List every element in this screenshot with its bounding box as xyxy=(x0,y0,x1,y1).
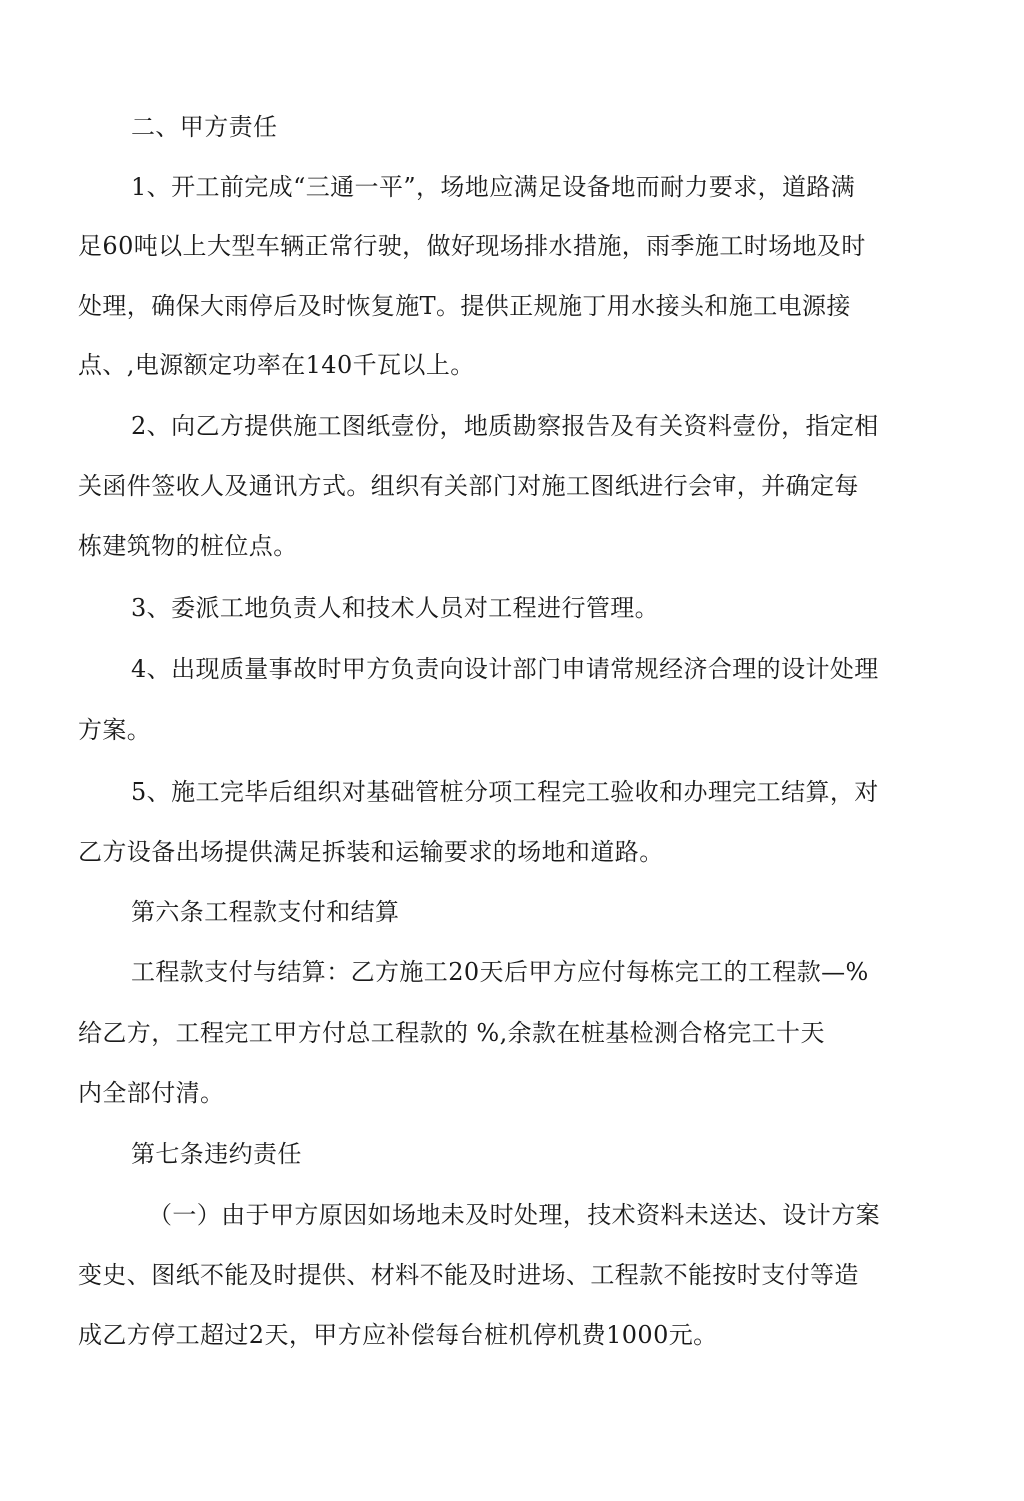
paragraph-line: 变史、图纸不能及时提供、材料不能及时进场、工程款不能按时支付等造 xyxy=(78,1261,859,1289)
paragraph-line: 成乙方停工超过2天，甲方应补偿每台桩机停机费1000元。 xyxy=(78,1321,718,1349)
paragraph-line: 给乙方，工程完工甲方付总工程款的 %,余款在桩基检测合格完工十天 xyxy=(78,1019,825,1047)
section-heading-article-6: 第六条工程款支付和结算 xyxy=(131,898,400,926)
paragraph-line: 足60吨以上大型车辆正常行驶，做好现场排水措施，雨季施工时场地及时 xyxy=(78,232,866,260)
paragraph-line: 栋建筑物的桩位点。 xyxy=(78,532,298,560)
paragraph-line: 3、委派工地负责人和技术人员对工程进行管理。 xyxy=(131,594,660,622)
paragraph-line: 关函件签收人及通讯方式。组织有关部门对施工图纸进行会审，并确定每 xyxy=(78,472,859,500)
paragraph-line: 方案。 xyxy=(78,716,152,744)
paragraph-line: 4、出现质量事故时甲方负责向设计部门申请常规经济合理的设计处理 xyxy=(131,655,879,683)
paragraph-line: 工程款支付与结算：乙方施工20天后甲方应付每栋完工的工程款—% xyxy=(131,958,869,986)
section-heading-party-a-duties: 二、甲方责任 xyxy=(131,113,278,141)
section-heading-article-7: 第七条违约责任 xyxy=(131,1140,302,1168)
paragraph-line: 点、,电源额定功率在140千瓦以上。 xyxy=(78,351,475,379)
paragraph-line: （一）由于甲方原因如场地未及时处理，技术资料未送达、设计方案 xyxy=(148,1201,880,1229)
paragraph-line: 2、向乙方提供施工图纸壹份，地质勘察报告及有关资料壹份，指定相 xyxy=(131,412,879,440)
paragraph-line: 内全部付清。 xyxy=(78,1079,225,1107)
paragraph-line: 处理，确保大雨停后及时恢复施T。提供正规施丁用水接头和施工电源接 xyxy=(78,292,851,320)
paragraph-line: 乙方设备出场提供满足拆装和运输要求的场地和道路。 xyxy=(78,838,664,866)
paragraph-line: 5、施工完毕后组织对基础管桩分项工程完工验收和办理完工结算，对 xyxy=(131,778,879,806)
paragraph-line: 1、开工前完成“三通一平”，场地应满足设备地而耐力要求，道路满 xyxy=(131,173,856,201)
